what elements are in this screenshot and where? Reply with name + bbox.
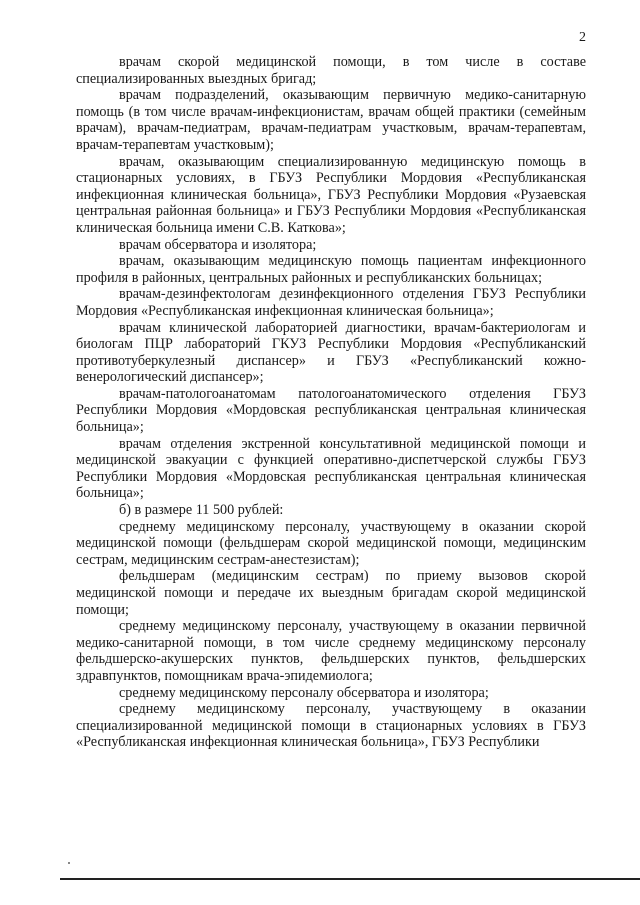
paragraph: врачам-дезинфектологам дезинфекционного отделения ГБУЗ Республики Мордовия «Республиканская инфекционная клиническая больница»;: [76, 286, 586, 319]
page-number: 2: [579, 30, 586, 45]
paragraph: врачам клинической лабораторией диагностики, врачам-бактериологам и биологам ПЦР лабораторий ГКУЗ Республики Мордовия «Республиканский противотуберкулезный диспансер» и ГБУЗ «Республиканский кожно-венерологический диспансер»;: [76, 319, 586, 386]
paragraph: врачам-патологоанатомам патологоанатомического отделения ГБУЗ Республики Мордовия «Мордовская республиканская центральная клиническая больница»;: [76, 385, 586, 436]
paragraph: среднему медицинскому персоналу, участвующему в оказании скорой медицинской помощи (фельдшерам скорой медицинской помощи, медицинским сестрам, медицинским сестрам-анестезистам);: [76, 518, 586, 568]
paragraph: среднему медицинскому персоналу обсерватора и изолятора;: [119, 684, 489, 701]
paragraph: фельдшерам (медицинским сестрам) по приему вызовов скорой медицинской помощи и передаче их выездным бригадам скорой медицинской помощи;: [76, 568, 586, 618]
document-body: [76, 54, 586, 751]
scan-edge-line: [60, 878, 640, 880]
paragraph: б) в размере 11 500 рублей:: [119, 502, 284, 519]
paragraph: среднему медицинскому персоналу, участвующему в оказании специализированной медицинской помощи в стационарных условиях в ГБУЗ «Республиканская инфекционная клиническая больница», ГБУЗ Республики: [76, 701, 586, 751]
paragraph: среднему медицинскому персоналу, участвующему в оказании первичной медико-санитарной помощи, в том числе среднему медицинскому персоналу фельдшерско-акушерских пунктов, фельдшерских пунктов, фельдшерских здравпунктов, помощникам врача-эпидемиолога;: [76, 618, 586, 684]
paragraph: врачам, оказывающим медицинскую помощь пациентам инфекционного профиля в районных, центральных районных и республиканских больницах;: [76, 253, 586, 286]
scan-artifact: [68, 862, 70, 864]
paragraph: врачам отделения экстренной консультативной медицинской помощи и медицинской эвакуации с функцией оперативно-диспетчерской службы ГБУЗ Республики Мордовия «Мордовская республиканская центральная клиническая больница»;: [76, 435, 586, 502]
paragraph: врачам обсерватора и изолятора;: [119, 236, 317, 253]
paragraph: врачам, оказывающим специализированную медицинскую помощь в стационарных условиях, в ГБУЗ Республики Мордовия «Республиканская инфекционная клиническая больница», ГБУЗ Республики Мордовия «Рузаевская центральная районная больница» и ГБУЗ Республики Мордовия «Республиканская клиническая больница имени С.В. Каткова»;: [76, 153, 586, 236]
paragraph: врачам скорой медицинской помощи, в том числе в составе специализированных выездных бригад;: [76, 54, 586, 87]
paragraph: врачам подразделений, оказывающим первичную медико-санитарную помощь (в том числе врачам-инфекционистам, врачам общей практики (семейным врачам), врачам-педиатрам, врачам-педиатрам участковым, врачам-терапевтам, врачам-терапевтам участковым);: [76, 87, 586, 153]
